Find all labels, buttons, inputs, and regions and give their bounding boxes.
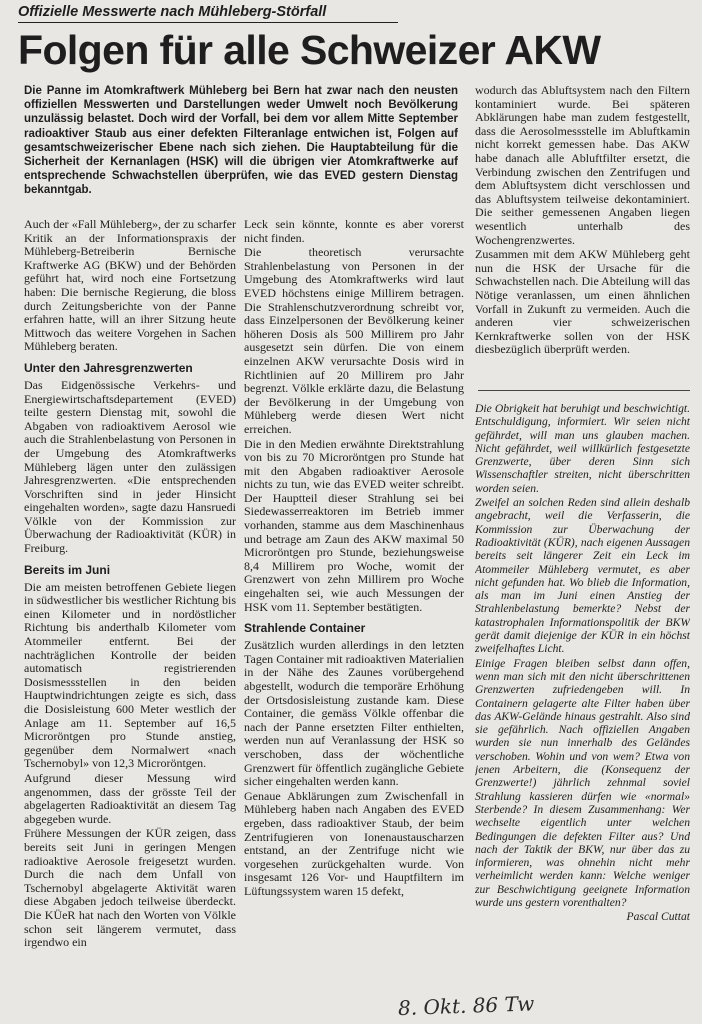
paragraph: Leck sein könnte, konnte es aber vorerst nicht finden. bbox=[244, 218, 464, 245]
paragraph: Aufgrund dieser Messung wird angenommen, dass der grösste Teil der abgelagerten Radioaktivität an diesem Tag abgegeben wurde. bbox=[24, 770, 236, 826]
subheading: Unter den Jahresgrenzwerten bbox=[24, 360, 193, 375]
subheading: Bereits im Juni bbox=[24, 562, 111, 577]
paragraph: Auch der «Fall Mühleberg», der zu scharfer Kritik an der Informationspraxis der Mühleberg-Betreiberin Bernische Kraftwerke AG (BKW) und der Behörden geführt hat, wird noch eine Fortsetzung haben: Die bernische Regierung, die bloss durch Zeitungsberichte von der Panne erfahren hatte, will an ihrer Sitzung heute Mittwoch das weitere Vorgehen in Sachen Mühleberg beraten. bbox=[24, 218, 236, 354]
paragraph: wodurch das Abluftsystem nach den Filtern kontaminiert wurde. Bei späteren Abklärungen habe man zudem festgestellt, dass die Aerosolmessstelle im Abluftkamin nicht korrekt gemessen habe. Das AKW habe danach alle Abluftfilter ersetzt, die Verbindung zwischen den Zentrifugen und dem Abluftsystem dicht verschlossen und das Abluftsystem teilweise dekontaminiert. Die seither gemessenen Angaben liegen wesentlich unterhalb des Wochengrenzwertes. bbox=[475, 84, 690, 247]
headline: Folgen für alle Schweizer AKW bbox=[18, 27, 601, 73]
handwritten-date-annotation: 8. Okt. 86 Tw bbox=[397, 991, 535, 1021]
paragraph: Genaue Abklärungen zum Zwischenfall in Mühleberg haben nach Angaben des EVED ergeben, dass radioaktiver Staub, der beim Zentrifugieren von Ionenaustauscharzen entstand, an der Zentrifuge nicht wie vorgesehen zurückgehalten wurde. Von insgesamt 126 Vor- und Hauptfiltern im Lüftungssystem waren 15 defekt, bbox=[244, 788, 464, 898]
paragraph: Die am meisten betroffenen Gebiete liegen in südwestlicher bis westlicher Richtung bis einen Kilometer und in nordöstlicher Richtung bis anderthalb Kilometer vom Atommeiler entfernt. Bei der nachträglichen Kontrolle der beiden automatisch registrierenden Dosismessstellen in den beiden Hauptwindrichtungen zeigte es sich, dass die Dosisleistung 600 Meter westlich der Anlage am 11. September auf 16,5 Microröntgen pro Stunde anstieg, gegenüber dem Normalwert «nach Tschernobyl» von 12,3 Microröntgen. bbox=[24, 579, 236, 771]
kicker: Offizielle Messwerte nach Mühleberg-Störfall bbox=[18, 2, 398, 23]
paragraph: Frühere Messungen der KÜR zeigen, dass bereits seit Juni in geringen Mengen radioaktive Aerosole freigesetzt wurden. Durch die nach dem Unfall von Tschernobyl abgelagerte Aktivität waren diese Abgaben jedoch teilweise überdeckt. Die KÜeR hat nach den Worten von Völkle schon seit längerem vermutet, dass irgendwo ein bbox=[24, 826, 236, 950]
article-column-3 bbox=[475, 84, 690, 384]
commentary-column bbox=[475, 402, 690, 992]
commentary-paragraph: Zweifel an solchen Reden sind allein deshalb angebracht, weil die Verfasserin, die Kommission zur Überwachung der Radioaktivität (KÜR), nach eigenen Aussagen bereits seit längerer Zeit ein Leck im Atommeiler Mühleberg vermutet, es aber nicht gefunden hat. Wo blieb die Information, als man im Juni einen Anstieg der Strahlenbelastung bemerkte? Nebst der katastrophalen Informationspolitik der BKW gerät damit diejenige der KÜR in ein höchst zweifelhaftes Licht. bbox=[475, 496, 690, 656]
paragraph: Die in den Medien erwähnte Direktstrahlung von bis zu 70 Microröntgen pro Stunde hat mit den Abgaben radioaktiver Aerosole nichts zu tun, wie das EVED weiter schreibt. Der Hauptteil dieser Strahlung sei bei Siedewasserreaktoren im Betrieb immer vorhanden, stamme aus dem Maschinenhaus und betrage am Zaun des AKW maximal 50 Microröntgen pro Stunde, beziehungsweise 8,4 Millirem pro Woche, womit der Grenzwert von zehn Millirem pro Woche eingehalten sei, wie auch Messungen der HSK vom 11. September bestätigten. bbox=[244, 436, 464, 614]
commentary-paragraph: Einige Fragen bleiben selbst dann offen, wenn man sich mit den nicht überschrittenen Grenzwerten zufriedengeben will. In Containern gelagerte alte Filter haben über das AKW-Gelände hinaus gestrahlt. Also sind sie gefährlich. Nach offiziellen Angaben wurden sie nun innerhalb des Geländes verschoben. Wohin und von wem? Etwa von jenen Arbeitern, die (Konsequenz der Grenzwerte!) jährlich zehnmal soviel Strahlung kassieren dürfen wie «normal» Sterbende? In diesem Zusammenhang: Wer wechselte eigentlich unter welchen Bedingungen die defekten Filter aus? Und nach der Taktik der BKW, nur über das zu informieren, was ohnehin nicht mehr verheimlicht werden kann: Welche weniger zur Beschwichtigung geeignete Information wurde uns gestern vorenthalten? bbox=[475, 656, 690, 909]
paragraph: Zusätzlich wurden allerdings in den letzten Tagen Container mit radioaktiven Materialien in der Nähe des Zaunes vorübergehend abgestellt, wodurch die temporäre Erhöhung der Ortsdosisleistung zustande kam. Diese Container, die gemäss Völkle offenbar die nach der Panne ersetzten Filter enthielten, werden nun auf Veranlassung der HSK so verschoben, dass der wöchentliche Grenzwert für öffentlich zugängliche Gebiete sicher eingehalten werden kann. bbox=[244, 638, 464, 789]
paragraph: Das Eidgenössische Verkehrs- und Energiewirtschaftsdepartement (EVED) teilte gestern Dienstag mit, sowohl die Abgaben von radioaktivem Aerosol wie auch die Strahlenbelastung von Personen in der Umgebung des Atomkraftwerks Mühleberg lägen unter den zulässigen Jahresgrenzwerten. «Die entsprechenden Vorschriften sind in jeder Hinsicht eingehalten worden», sagte dazu Hansruedi Völkle von der Kommission zur Überwachung der Radioaktivität (KÜR) in Freiburg. bbox=[24, 377, 236, 556]
column-divider bbox=[478, 390, 690, 391]
lead-paragraph: Die Panne im Atomkraftwerk Mühleberg bei Bern hat zwar nach den neusten offiziellen Messwerten und Darstellungen weder Umwelt noch Bevölkerung unzulässig belastet. Doch wird der Vorfall, bei dem vor allem Mitte September radioaktiver Staub aus einer defekten Filteranlage entwichen ist, Folgen auf gesamtschweizerischer Ebene nach sich ziehen. Die Hauptabteilung für die Sicherheit der Kernanlagen (HSK) will die übrigen vier Atomkraftwerke auf entsprechende Schwachstellen überprüfen, wie das EVED gestern Dienstag bekanntgab. bbox=[24, 85, 458, 197]
article-column-2 bbox=[244, 218, 464, 988]
subheading: Strahlende Container bbox=[244, 621, 366, 636]
paragraph: Zusammen mit dem AKW Mühleberg geht nun die HSK der Ursache für die Schwachstellen nach. Die Abteilung will das Nötige veranlassen, um einen ähnlichen Vorfall in Zukunft zu vermeiden. Auch die anderen vier schweizerischen Kernkraftwerke sollen von der HSK diesbezüglich überprüft werden. bbox=[475, 247, 690, 357]
commentary-author: Pascal Cuttat bbox=[626, 910, 690, 924]
commentary-paragraph: Die Obrigkeit hat beruhigt und beschwichtigt. Entschuldigung, informiert. Wir seien nicht gefährdet, will man uns glauben machen. Nicht gefährdet, weil willkürlich festgesetzte Grenzwerte, über deren Sinn sich Wissenschaftler streiten, nicht überschritten worden seien. bbox=[475, 402, 690, 495]
paragraph: Die theoretisch verursachte Strahlenbelastung von Personen in der Umgebung des Atomkraftwerks wird laut EVED höchstens einige Millirem betragen. Die Strahlenschutzverordnung schreibt vor, dass Einzelpersonen der Bevölkerung keiner höheren Dosis als 500 Millirem pro Jahr ausgesetzt sein dürfen. Die von einem einzelnen AKW verursachte Dosis wird in Richtlinien auf 20 Millirem pro Jahr begrenzt. Völkle erklärte dazu, die Belastung der Bevölkerung in der Umgebung von Mühleberg werde diesen Wert nicht erreichen. bbox=[244, 245, 464, 436]
article-column-1 bbox=[24, 218, 236, 988]
